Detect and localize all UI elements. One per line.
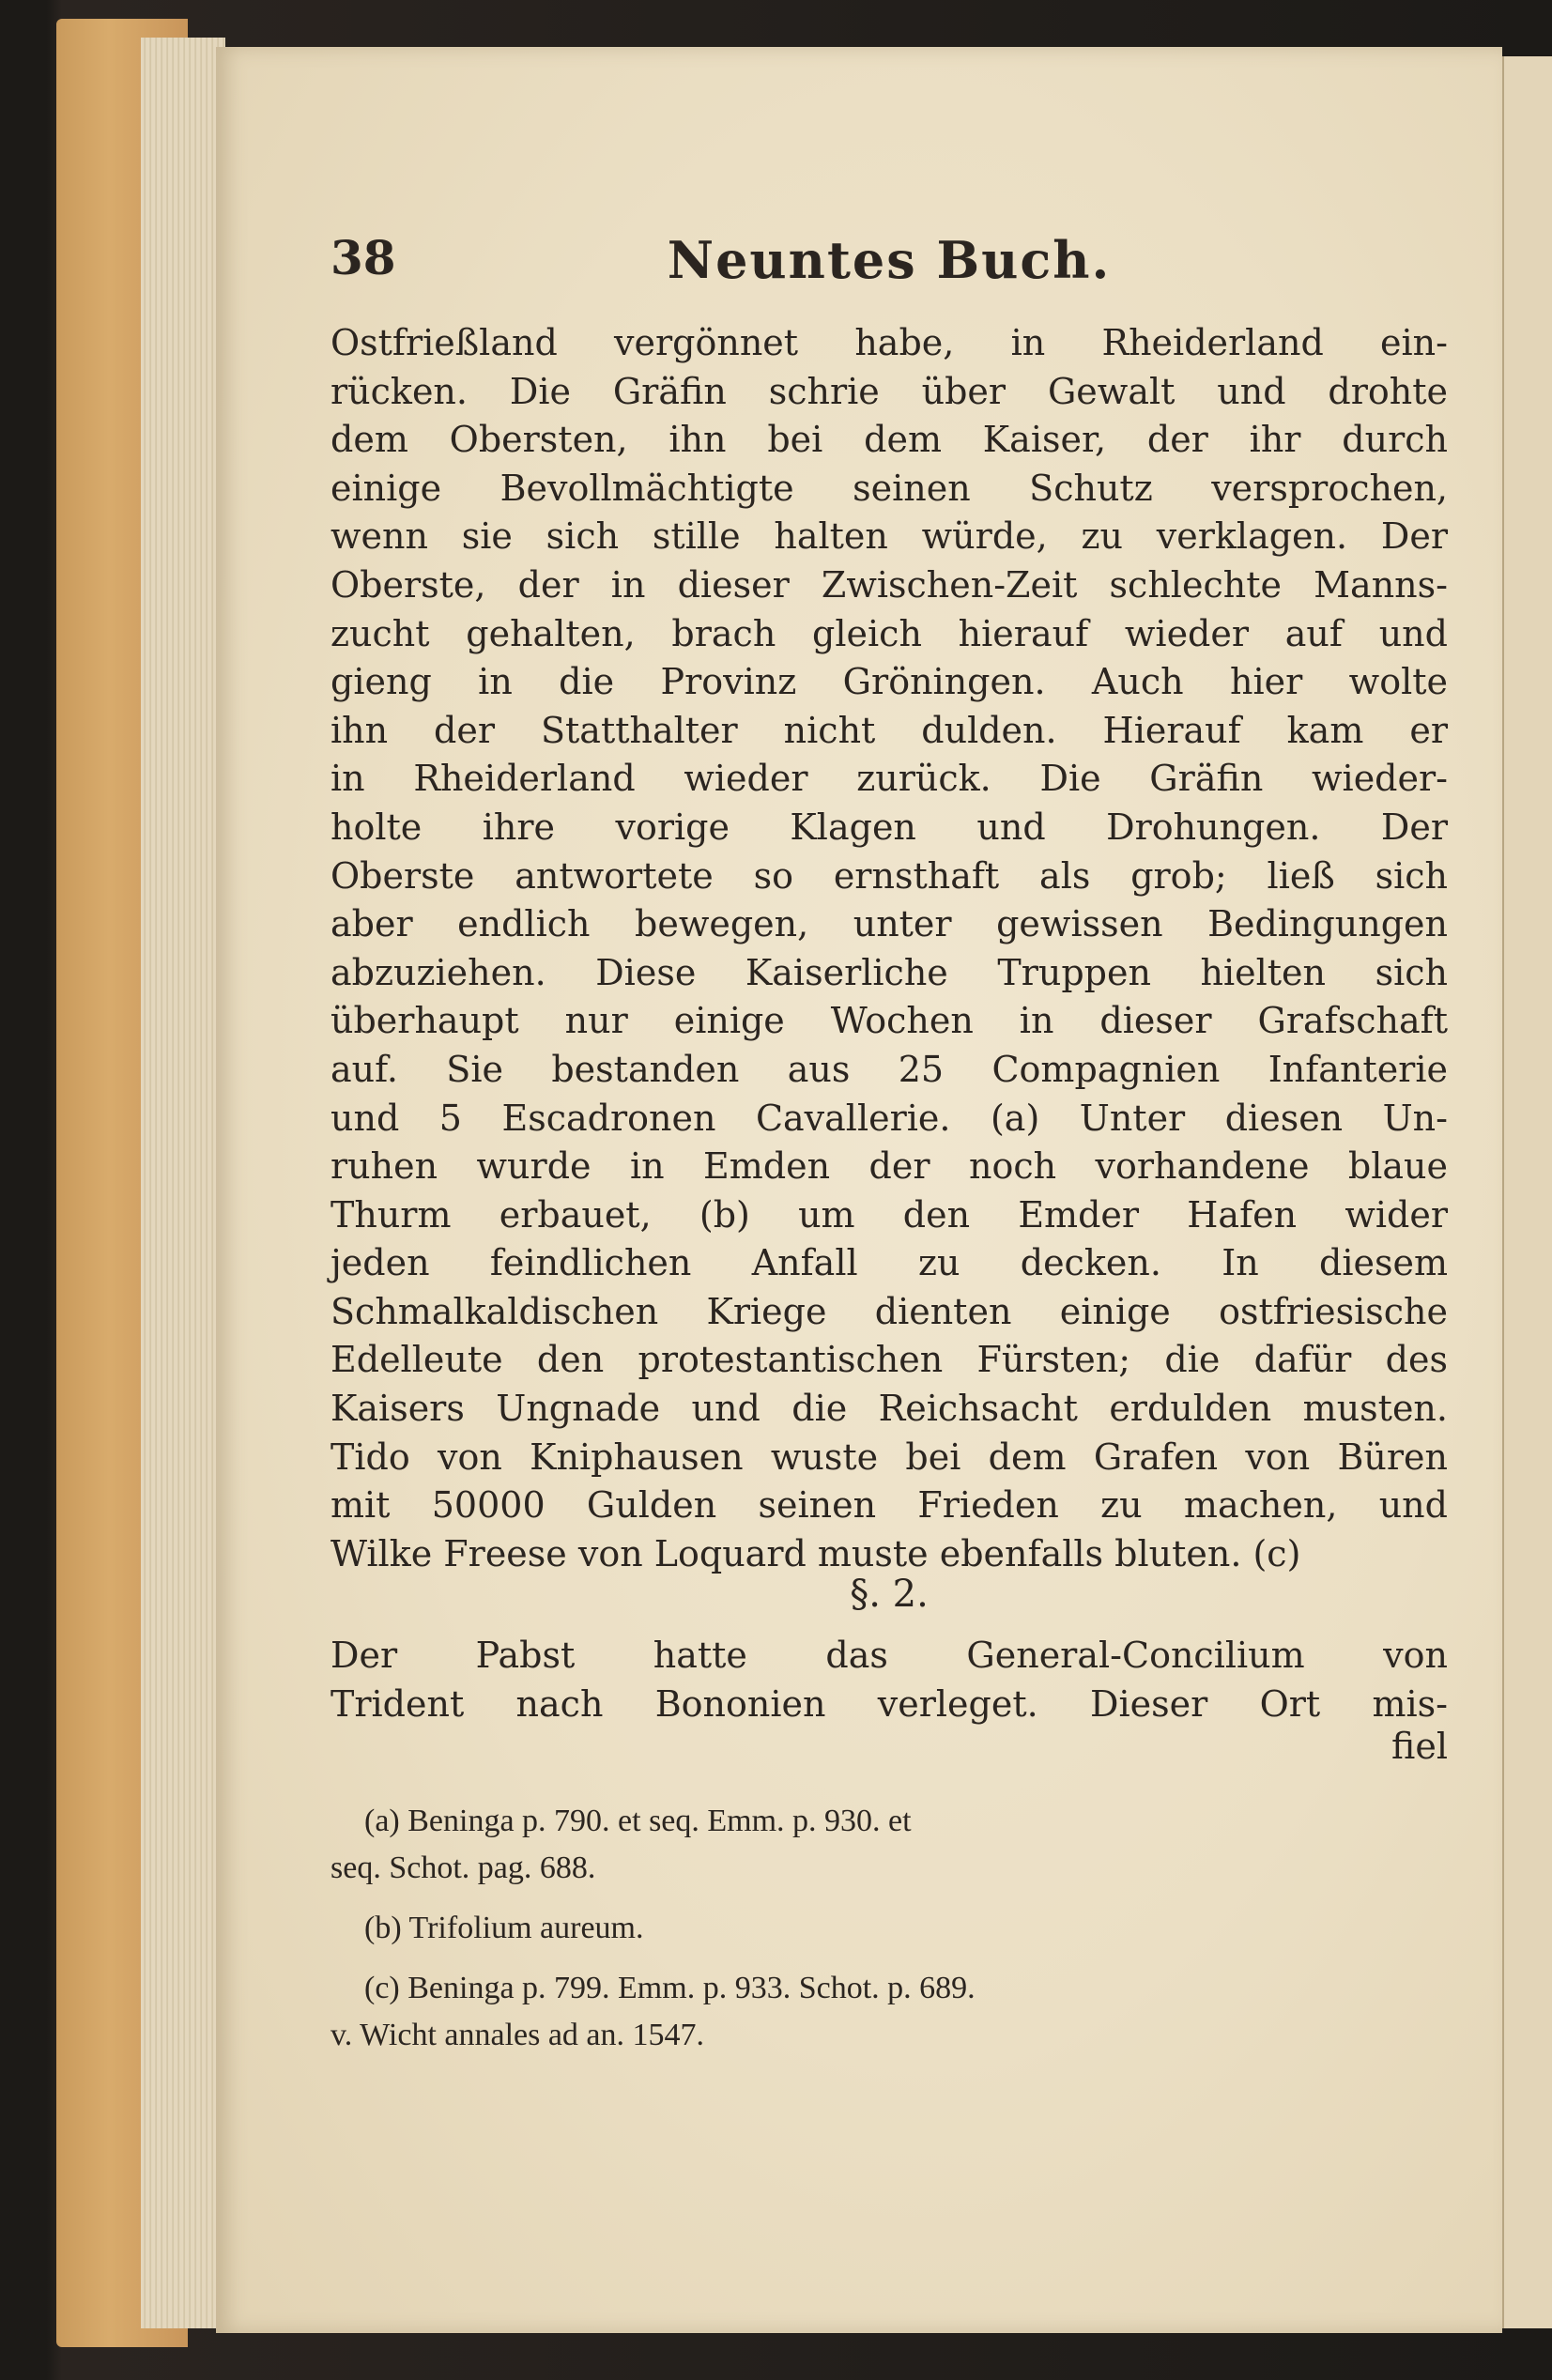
text-line: wenn sie sich stille halten würde, zu verklagen. Der — [330, 515, 1448, 558]
text-line: in Rheiderland wieder zurück. Die Gräfin wieder- — [330, 758, 1448, 800]
page-stack-edge — [141, 38, 225, 2328]
footnote-b: (b) Trifolium aureum. — [364, 1911, 644, 1945]
text-line: Kaisers Ungnade und die Reichsacht erdulden musten. — [330, 1388, 1448, 1430]
text-line: ihn der Statthalter nicht dulden. Hierauf kam er — [330, 709, 1448, 751]
text-line: abzuziehen. Diese Kaiserliche Truppen hielten sich — [330, 951, 1448, 993]
text-line: Thurm erbauet, (b) um den Emder Hafen wider — [330, 1193, 1448, 1236]
text-line: Ostfrießland vergönnet habe, in Rheiderland ein- — [330, 322, 1448, 363]
text-line: auf. Sie bestanden aus 25 Compagnien Infanterie — [330, 1048, 1448, 1090]
footnotes — [330, 1798, 1448, 2059]
text-line: und 5 Escadronen Cavallerie. (a) Unter diesen Un- — [330, 1097, 1448, 1139]
text-line: jeden feindlichen Anfall zu decken. In diesem — [330, 1242, 1448, 1284]
footnote-c-continued: v. Wicht annales ad an. 1547. — [330, 2018, 705, 2052]
page-header — [330, 230, 1448, 305]
text-line: mit 50000 Gulden seinen Frieden zu machen, und — [330, 1484, 1448, 1527]
footnote-a: (a) Beninga p. 790. et seq. Emm. p. 930. et — [364, 1804, 912, 1838]
main-text — [330, 319, 1448, 1578]
text-line: einige Bevollmächtigte seinen Schutz versprochen, — [330, 467, 1448, 509]
text-line: zucht gehalten, brach gleich hierauf wieder auf und — [330, 612, 1448, 654]
text-line: Der Pabst hatte das General-Concilium von — [330, 1635, 1448, 1676]
section-heading: §. 2. — [850, 1573, 929, 1616]
text-line: dem Obersten, ihn bei dem Kaiser, der ihr durch — [330, 419, 1448, 461]
text-line: ruhen wurde in Emden der noch vorhandene blaue — [330, 1145, 1448, 1188]
running-title: Neuntes Buch. — [667, 230, 1112, 290]
section-text — [330, 1632, 1448, 1728]
text-line: gieng in die Provinz Gröningen. Auch hier wolte — [330, 661, 1448, 703]
text-line: aber endlich bewegen, unter gewissen Bedingungen — [330, 903, 1448, 945]
text-line: Oberste antwortete so ernsthaft als grob; ließ sich — [330, 854, 1448, 897]
text-line: überhaupt nur einige Wochen in dieser Grafschaft — [330, 1000, 1448, 1042]
text-line: Schmalkaldischen Kriege dienten einige ostfriesische — [330, 1290, 1448, 1332]
text-line: Edelleute den protestantischen Fürsten; die dafür des — [330, 1339, 1448, 1381]
text-line: Oberste, der in dieser Zwischen-Zeit schlechte Manns- — [330, 563, 1448, 606]
page-number: 38 — [330, 230, 396, 285]
footnote-c: (c) Beninga p. 799. Emm. p. 933. Schot. p. 689. — [364, 1971, 976, 2005]
facing-page-edge — [1502, 56, 1552, 2328]
text-line: Trident nach Bononien verleget. Dieser Ort mis- — [330, 1682, 1448, 1725]
catchword: fiel — [1391, 1726, 1448, 1767]
text-line: Tido von Kniphausen wuste bei dem Grafen von Büren — [330, 1436, 1448, 1478]
text-line: rücken. Die Gräfin schrie über Gewalt und drohte — [330, 370, 1448, 412]
footnote-a-continued: seq. Schot. pag. 688. — [330, 1850, 596, 1885]
text-line: holte ihre vorige Klagen und Drohungen. Der — [330, 806, 1448, 848]
text-line: Wilke Freese von Loquard muste ebenfalls bluten. (c) — [330, 1532, 1301, 1574]
